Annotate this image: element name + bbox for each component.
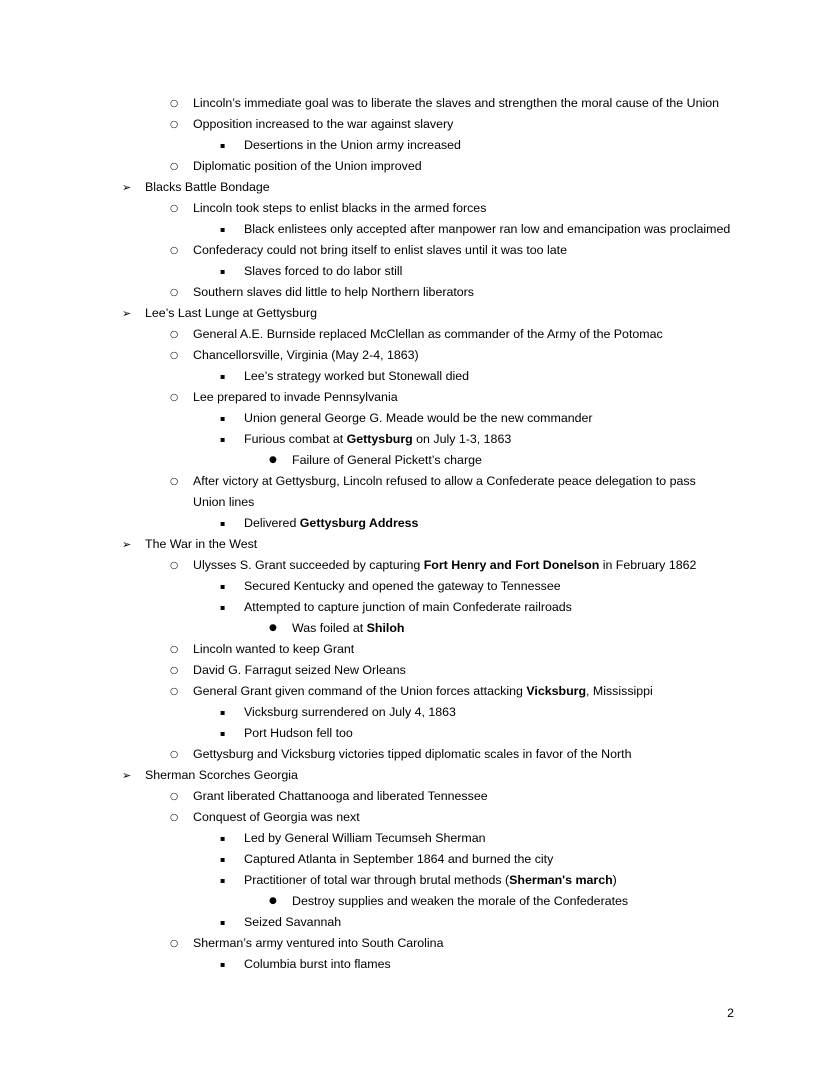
outline-item <box>0 891 828 912</box>
outline-item-text: David G. Farragut seized New Orleans <box>193 663 406 677</box>
bullet-marker-level-3-icon: ▪ <box>220 519 226 528</box>
bullet-marker-level-2-icon: ○ <box>170 119 179 130</box>
outline-item-text: Columbia burst into flames <box>244 957 391 971</box>
outline-item-text: Failure of General Pickett’s charge <box>292 453 482 467</box>
outline-item <box>0 765 828 786</box>
outline-item <box>0 345 828 366</box>
bullet-marker-level-2-icon: ○ <box>170 749 179 760</box>
bullet-marker-level-4-icon: ● <box>269 455 277 465</box>
outline-item-text: Conquest of Georgia was next <box>193 810 360 824</box>
outline-list <box>0 93 828 975</box>
bullet-marker-level-3-icon: ▪ <box>220 708 226 717</box>
outline-item-text: Union general George G. Meade would be the new commander <box>244 411 593 425</box>
outline-item <box>0 282 828 303</box>
outline-item-text: Slaves forced to do labor still <box>244 264 403 278</box>
bullet-marker-level-3-icon: ▪ <box>220 141 226 150</box>
outline-item-text: Gettysburg and Vicksburg victories tipped diplomatic scales in favor of the North <box>193 747 632 761</box>
bullet-marker-level-2-icon: ○ <box>170 812 179 823</box>
bullet-marker-level-4-icon: ● <box>269 896 277 906</box>
outline-item-text: Lincoln’s immediate goal was to liberate the slaves and strengthen the moral cause of the Union <box>193 96 719 110</box>
outline-item <box>0 198 828 219</box>
outline-item <box>0 513 828 534</box>
outline-item-text: Lee’s strategy worked but Stonewall died <box>244 369 470 383</box>
page-number: 2 <box>727 1006 734 1020</box>
bullet-marker-level-2-icon: ○ <box>170 350 179 361</box>
outline-item <box>0 807 828 828</box>
outline-item-text: Desertions in the Union army increased <box>244 138 461 152</box>
outline-item-text: Practitioner of total war through brutal methods (Sherman's march) <box>244 873 617 887</box>
outline-item <box>0 723 828 744</box>
outline-item <box>0 240 828 261</box>
outline-item <box>0 93 828 114</box>
outline-item-text: Sherman Scorches Georgia <box>145 768 298 782</box>
outline-item <box>0 303 828 324</box>
outline-item <box>0 912 828 933</box>
outline-item-text: Seized Savannah <box>244 915 342 929</box>
outline-item-text: General Grant given command of the Union forces attacking Vicksburg, Mississippi <box>193 684 653 698</box>
bullet-marker-level-2-icon: ○ <box>170 287 179 298</box>
outline-item <box>0 261 828 282</box>
outline-item-text: Led by General William Tecumseh Sherman <box>244 831 486 845</box>
bullet-marker-level-2-icon: ○ <box>170 98 179 109</box>
outline-item <box>0 177 828 198</box>
outline-item <box>0 156 828 177</box>
bullet-marker-level-2-icon: ○ <box>170 644 179 655</box>
outline-item-text: Port Hudson fell too <box>244 726 353 740</box>
outline-item <box>0 744 828 765</box>
bullet-marker-level-1-icon: ➢ <box>122 538 132 551</box>
outline-item-text: The War in the West <box>145 537 258 551</box>
outline-item <box>0 114 828 135</box>
outline-item <box>0 618 828 639</box>
outline-item-text: Lincoln took steps to enlist blacks in the armed forces <box>193 201 487 215</box>
outline-item <box>0 954 828 975</box>
bullet-marker-level-3-icon: ▪ <box>220 225 226 234</box>
bullet-marker-level-3-icon: ▪ <box>220 834 226 843</box>
bullet-marker-level-2-icon: ○ <box>170 161 179 172</box>
outline-item-text: Chancellorsville, Virginia (May 2-4, 1863) <box>193 348 419 362</box>
outline-item-text: Sherman’s army ventured into South Carolina <box>193 936 444 950</box>
outline-item <box>0 597 828 618</box>
bullet-marker-level-2-icon: ○ <box>170 476 179 487</box>
bullet-marker-level-3-icon: ▪ <box>220 855 226 864</box>
outline-item-text: Furious combat at Gettysburg on July 1-3, 1863 <box>244 432 512 446</box>
outline-item-text: Vicksburg surrendered on July 4, 1863 <box>244 705 456 719</box>
outline-item-text: Delivered Gettysburg Address <box>244 516 419 530</box>
outline-item <box>0 135 828 156</box>
outline-item-text: Destroy supplies and weaken the morale of the Confederates <box>292 894 629 908</box>
outline-item <box>0 576 828 597</box>
outline-item <box>0 471 828 513</box>
bullet-marker-level-3-icon: ▪ <box>220 372 226 381</box>
bullet-marker-level-3-icon: ▪ <box>220 267 226 276</box>
outline-item-text: Confederacy could not bring itself to enlist slaves until it was too late <box>193 243 567 257</box>
outline-item <box>0 849 828 870</box>
outline-item <box>0 219 828 240</box>
bullet-marker-level-2-icon: ○ <box>170 560 179 571</box>
bullet-marker-level-2-icon: ○ <box>170 203 179 214</box>
bullet-marker-level-1-icon: ➢ <box>122 307 132 320</box>
outline-item <box>0 450 828 471</box>
bullet-marker-level-2-icon: ○ <box>170 686 179 697</box>
outline-item-text: Grant liberated Chattanooga and liberated Tennessee <box>193 789 488 803</box>
outline-item <box>0 387 828 408</box>
bullet-marker-level-2-icon: ○ <box>170 938 179 949</box>
outline-item-text: Black enlistees only accepted after manpower ran low and emancipation was proclaimed <box>244 222 731 236</box>
outline-item-text: Blacks Battle Bondage <box>145 180 270 194</box>
bullet-marker-level-2-icon: ○ <box>170 245 179 256</box>
bullet-marker-level-3-icon: ▪ <box>220 729 226 738</box>
outline-item <box>0 639 828 660</box>
outline-item <box>0 681 828 702</box>
outline-item <box>0 828 828 849</box>
outline-item-text: Lee’s Last Lunge at Gettysburg <box>145 306 317 320</box>
outline-item-text: Diplomatic position of the Union improved <box>193 159 422 173</box>
outline-item-text: Southern slaves did little to help Northern liberators <box>193 285 475 299</box>
bullet-marker-level-1-icon: ➢ <box>122 769 132 782</box>
outline-item-text: General A.E. Burnside replaced McClellan as commander of the Army of the Potomac <box>193 327 663 341</box>
bullet-marker-level-3-icon: ▪ <box>220 876 226 885</box>
outline-item <box>0 429 828 450</box>
outline-item <box>0 870 828 891</box>
outline-item-text: Secured Kentucky and opened the gateway to Tennessee <box>244 579 561 593</box>
outline-item-text: Lee prepared to invade Pennsylvania <box>193 390 398 404</box>
bullet-marker-level-3-icon: ▪ <box>220 960 226 969</box>
outline-item-text: Ulysses S. Grant succeeded by capturing Fort Henry and Fort Donelson in February 1862 <box>193 558 697 572</box>
bullet-marker-level-3-icon: ▪ <box>220 414 226 423</box>
outline-item-text: Attempted to capture junction of main Confederate railroads <box>244 600 572 614</box>
bullet-marker-level-2-icon: ○ <box>170 665 179 676</box>
bullet-marker-level-3-icon: ▪ <box>220 435 226 444</box>
outline-item <box>0 786 828 807</box>
outline-item-text: Lincoln wanted to keep Grant <box>193 642 355 656</box>
outline-item <box>0 555 828 576</box>
outline-item <box>0 324 828 345</box>
bullet-marker-level-4-icon: ● <box>269 623 277 633</box>
outline-item <box>0 366 828 387</box>
bullet-marker-level-2-icon: ○ <box>170 791 179 802</box>
outline-item-text: Opposition increased to the war against slavery <box>193 117 454 131</box>
outline-item <box>0 933 828 954</box>
bullet-marker-level-3-icon: ▪ <box>220 918 226 927</box>
outline-item <box>0 660 828 681</box>
outline-item-text: After victory at Gettysburg, Lincoln refused to allow a Confederate peace delegation to pass Union lines <box>193 474 696 509</box>
outline-item <box>0 702 828 723</box>
bullet-marker-level-2-icon: ○ <box>170 392 179 403</box>
outline-item <box>0 534 828 555</box>
outline-item <box>0 408 828 429</box>
outline-item-text: Was foiled at Shiloh <box>292 621 405 635</box>
bullet-marker-level-2-icon: ○ <box>170 329 179 340</box>
bullet-marker-level-1-icon: ➢ <box>122 181 132 194</box>
bullet-marker-level-3-icon: ▪ <box>220 582 226 591</box>
bullet-marker-level-3-icon: ▪ <box>220 603 226 612</box>
outline-item-text: Captured Atlanta in September 1864 and burned the city <box>244 852 554 866</box>
